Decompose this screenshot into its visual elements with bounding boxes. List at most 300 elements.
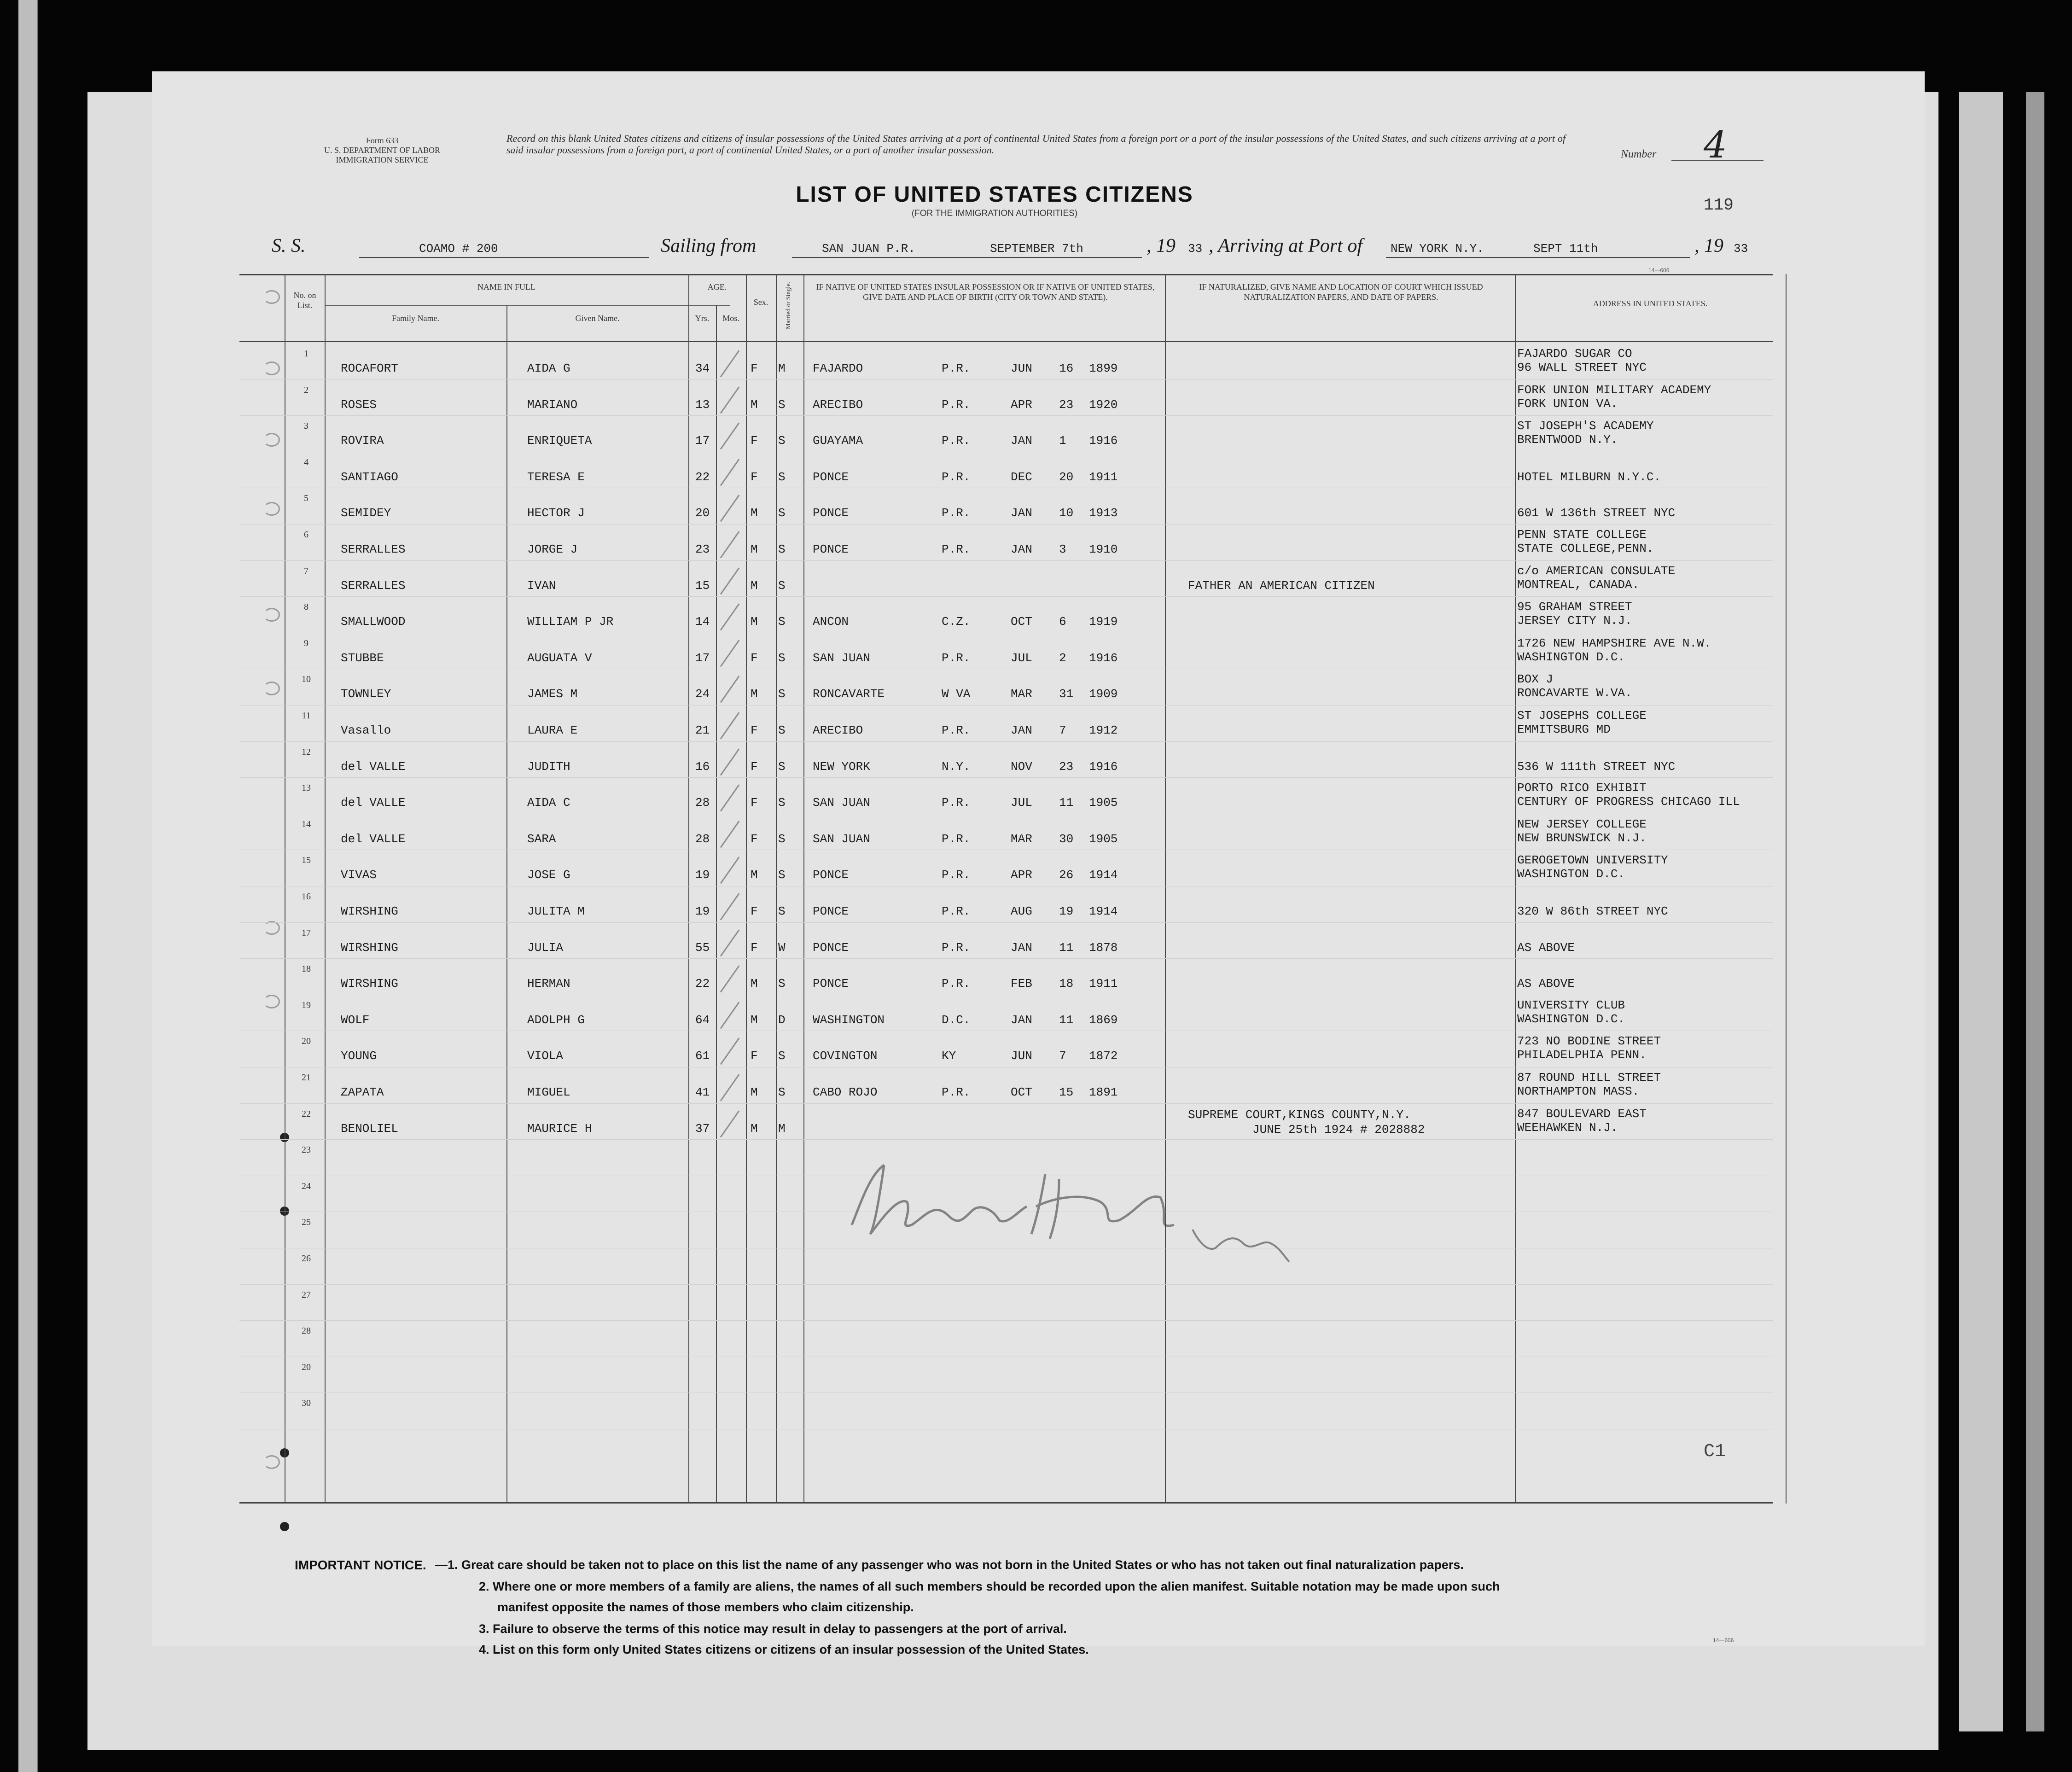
address-line-1: 320 W 86th STREET NYC (1517, 904, 1668, 918)
given-name: MIGUEL (527, 1085, 570, 1099)
col-line-married (776, 274, 777, 1504)
marital-status: S (778, 977, 786, 991)
birth-place: SAN JUAN (813, 651, 870, 665)
given-name: IVAN (527, 578, 556, 593)
address-line-1: 95 GRAHAM STREET (1517, 600, 1632, 614)
departure-year: 33 (1188, 242, 1203, 256)
form-identifier: Form 633 U. S. DEPARTMENT OF LABOR IMMIGRATION SERVICE (324, 136, 440, 164)
col-line-birth (803, 274, 804, 1504)
address-line-1: NEW JERSEY COLLEGE (1517, 817, 1647, 831)
family-name: ROSES (341, 397, 377, 412)
birth-month: DEC (1011, 470, 1032, 484)
ring-mark (263, 361, 280, 375)
row-number: 18 (302, 964, 311, 974)
ship-name: COAMO # 200 (419, 242, 498, 256)
birth-month: JAN (1011, 1013, 1032, 1027)
address-line-1: 536 W 111th STREET NYC (1517, 759, 1676, 774)
departure-date: SEPTEMBER 7th (990, 242, 1083, 256)
given-name: HERMAN (527, 977, 570, 991)
row-number: 5 (304, 493, 308, 504)
binder-edge-right-outer (2026, 92, 2044, 1731)
family-name: del VALLE (341, 759, 406, 774)
sex: F (751, 940, 758, 955)
birth-state: W VA (942, 687, 971, 701)
row-number: 11 (302, 711, 311, 721)
given-name: JULITA M (527, 904, 585, 918)
row-divider (239, 1284, 1773, 1285)
birth-place: NEW YORK (813, 759, 870, 774)
birth-place: GUAYAMA (813, 434, 863, 448)
given-name: AIDA G (527, 361, 570, 375)
birth-day: 6 (1059, 615, 1066, 629)
given-name: JORGE J (527, 542, 578, 556)
row-number: 21 (302, 1073, 311, 1083)
marital-status: W (778, 940, 786, 955)
ring-mark (263, 921, 280, 935)
birth-place: FAJARDO (813, 361, 863, 375)
page-number: 119 (1704, 196, 1734, 215)
address-line-1: ST JOSEPHS COLLEGE (1517, 709, 1647, 723)
marital-status: M (778, 361, 786, 375)
row-divider (239, 922, 1773, 923)
given-name: JOSE G (527, 868, 570, 882)
arriving-label: , Arriving at Port of (1209, 235, 1363, 256)
ring-mark (263, 608, 280, 622)
birth-year: 1891 (1089, 1085, 1118, 1099)
header-divider-sub (325, 305, 730, 306)
row-number: 24 (302, 1181, 311, 1191)
birth-day: 20 (1059, 470, 1074, 484)
row-number: 3 (304, 421, 308, 431)
col-header-given-name: Given Name. (575, 314, 620, 323)
birth-year: 1869 (1089, 1013, 1118, 1027)
row-number: 19 (302, 1000, 311, 1010)
birth-day: 11 (1059, 1013, 1074, 1027)
page-title: LIST OF UNITED STATES CITIZENS (796, 182, 1193, 207)
age-years: 16 (695, 759, 710, 774)
address-line-1: AS ABOVE (1517, 940, 1575, 955)
row-number: 4 (304, 457, 308, 467)
notice-small-code: 14—606 (1713, 1637, 1734, 1644)
family-name: ROVIRA (341, 434, 384, 448)
birth-year: 1909 (1089, 687, 1118, 701)
birth-month: MAR (1011, 687, 1032, 701)
row-number: 12 (302, 746, 311, 757)
birth-place: RONCAVARTE (813, 687, 885, 701)
family-name: TOWNLEY (341, 687, 391, 701)
birth-month: APR (1011, 397, 1032, 412)
col-line-sex (746, 274, 747, 1504)
sex: F (751, 904, 758, 918)
arrival-date: SEPT 11th (1533, 242, 1598, 256)
birth-state: P.R. (942, 470, 971, 484)
form-small-code: 14—606 (1648, 267, 1670, 274)
number-label: Number (1621, 148, 1657, 160)
year-prefix-2: , 19 (1694, 235, 1723, 256)
col-header-birth: IF NATIVE OF UNITED STATES INSULAR POSSESSION OR IF NATIVE OF UNITED STATES, GIVE DATE AND PLACE OF BIRTH (CITY OR TOWN AND STATE). (816, 282, 1155, 302)
birth-place: PONCE (813, 542, 849, 556)
row-divider (239, 524, 1773, 525)
row-number: 10 (302, 674, 311, 685)
birth-place: ARECIBO (813, 723, 863, 737)
marital-status: S (778, 1049, 786, 1063)
birth-month: JAN (1011, 940, 1032, 955)
col-line-address (1515, 274, 1516, 1504)
address-line-1: 87 ROUND HILL STREET (1517, 1071, 1661, 1084)
family-name: SEMIDEY (341, 506, 391, 520)
table-top-border (239, 274, 1773, 275)
birth-day: 31 (1059, 687, 1074, 701)
address-line-2: NEW BRUNSWICK N.J. (1517, 831, 1647, 845)
family-name: SERRALLES (341, 542, 406, 556)
sex: M (751, 1013, 758, 1027)
age-years: 28 (695, 796, 710, 810)
birth-state: P.R. (942, 1085, 971, 1099)
address-line-1: PORTO RICO EXHIBIT (1517, 781, 1647, 795)
birth-month: OCT (1011, 615, 1032, 629)
row-number: 6 (304, 530, 308, 540)
birth-day: 3 (1059, 542, 1066, 556)
birth-state: P.R. (942, 832, 971, 846)
sex: F (751, 1049, 758, 1063)
birth-month: APR (1011, 868, 1032, 882)
row-divider (239, 741, 1773, 742)
birth-month: FEB (1011, 977, 1032, 991)
address-line-2: PHILADELPHIA PENN. (1517, 1048, 1647, 1062)
age-years: 17 (695, 434, 710, 448)
row-divider (239, 1139, 1773, 1140)
address-line-1: 1726 NEW HAMPSHIRE AVE N.W. (1517, 636, 1711, 650)
birth-state: P.R. (942, 397, 971, 412)
col-line-naturalized (1165, 274, 1166, 1504)
address-line-1: 601 W 136th STREET NYC (1517, 506, 1676, 520)
birth-year: 1916 (1089, 434, 1118, 448)
address-line-2: CENTURY OF PROGRESS CHICAGO ILL (1517, 795, 1740, 809)
sex: F (751, 832, 758, 846)
given-name: ADOLPH G (527, 1013, 585, 1027)
row-number: 22 (302, 1108, 311, 1119)
birth-state: N.Y. (942, 759, 971, 774)
given-name: JUDITH (527, 759, 570, 774)
age-years: 15 (695, 578, 710, 593)
given-name: SARA (527, 832, 556, 846)
birth-state: P.R. (942, 506, 971, 520)
birth-state: P.R. (942, 868, 971, 882)
address-line-1: FAJARDO SUGAR CO (1517, 347, 1632, 361)
inspector-signature (843, 1147, 1303, 1276)
sex: F (751, 434, 758, 448)
family-name: STUBBE (341, 651, 384, 665)
row-divider (239, 560, 1773, 561)
family-name: WIRSHING (341, 977, 398, 991)
col-header-naturalized: IF NATURALIZED, GIVE NAME AND LOCATION OF COURT WHICH ISSUED NATURALIZATION PAPERS, AND DATE OF PAPERS. (1199, 282, 1483, 302)
departure-port: SAN JUAN P.R. (822, 242, 915, 256)
age-years: 20 (695, 506, 710, 520)
col-header-yrs: Yrs. (695, 314, 710, 323)
birth-day: 30 (1059, 832, 1074, 846)
address-line-1: BOX J (1517, 672, 1554, 687)
family-name: Vasallo (341, 723, 391, 737)
sex: M (751, 578, 758, 593)
birth-day: 11 (1059, 940, 1074, 955)
birth-place: PONCE (813, 868, 849, 882)
col-line-end (1786, 274, 1787, 1504)
row-divider (239, 958, 1773, 959)
address-line-1: FORK UNION MILITARY ACADEMY (1517, 383, 1711, 397)
birth-year: 1912 (1089, 723, 1118, 737)
marital-status: S (778, 578, 786, 593)
col-header-married: Married or Single. (785, 281, 792, 329)
family-name: SANTIAGO (341, 470, 398, 484)
given-name: VIOLA (527, 1049, 564, 1063)
birth-place: WASHINGTON (813, 1013, 885, 1027)
marital-status: S (778, 759, 786, 774)
birth-year: 1916 (1089, 759, 1118, 774)
ring-mark (263, 682, 280, 695)
footer-code: C1 (1704, 1441, 1726, 1462)
sex: M (751, 687, 758, 701)
table-bottom-border (239, 1502, 1773, 1504)
address-line-2: RONCAVARTE W.VA. (1517, 686, 1632, 700)
address-line-1: AS ABOVE (1517, 977, 1575, 991)
row-number: 17 (302, 927, 311, 938)
birth-year: 1914 (1089, 904, 1118, 918)
birth-month: JUL (1011, 796, 1032, 810)
marital-status: S (778, 542, 786, 556)
birth-place: PONCE (813, 470, 849, 484)
marital-status: S (778, 796, 786, 810)
birth-place: ANCON (813, 615, 849, 629)
birth-year: 1910 (1089, 542, 1118, 556)
col-line-mos (716, 305, 717, 1504)
birth-year: 1920 (1089, 397, 1118, 412)
age-years: 14 (695, 615, 710, 629)
notice-heading: IMPORTANT NOTICE. (295, 1558, 426, 1572)
family-name: WIRSHING (341, 940, 398, 955)
marital-status: S (778, 651, 786, 665)
address-line-2: WEEHAWKEN N.J. (1517, 1120, 1618, 1135)
birth-place: ARECIBO (813, 397, 863, 412)
naturalization-line-1: FATHER AN AMERICAN CITIZEN (1188, 578, 1375, 593)
age-years: 64 (695, 1013, 710, 1027)
marital-status: S (778, 832, 786, 846)
col-header-mos: Mos. (722, 314, 739, 323)
family-name: SMALLWOOD (341, 615, 406, 629)
naturalization-line-1: SUPREME COURT,KINGS COUNTY,N.Y. (1188, 1108, 1411, 1122)
age-years: 61 (695, 1049, 710, 1063)
age-years: 13 (695, 397, 710, 412)
row-number: 9 (304, 638, 308, 648)
given-name: ENRIQUETA (527, 434, 592, 448)
marital-status: S (778, 615, 786, 629)
marital-status: M (778, 1121, 786, 1136)
address-line-1: c/o AMERICAN CONSULATE (1517, 564, 1676, 578)
birth-state: P.R. (942, 723, 971, 737)
age-years: 17 (695, 651, 710, 665)
row-divider (239, 379, 1773, 380)
address-line-2: WASHINGTON D.C. (1517, 650, 1625, 664)
year-prefix-1: , 19 (1147, 235, 1176, 256)
col-header-no: No. on List. (293, 291, 316, 310)
sex: M (751, 615, 758, 629)
row-number: 26 (302, 1253, 311, 1264)
row-number: 25 (302, 1217, 311, 1228)
row-number: 8 (304, 602, 308, 612)
naturalization-line-2: JUNE 25th 1924 # 2028882 (1252, 1122, 1425, 1137)
sex: M (751, 397, 758, 412)
given-name: MAURICE H (527, 1121, 592, 1136)
birth-place: PONCE (813, 940, 849, 955)
birth-month: JUN (1011, 1049, 1032, 1063)
birth-state: P.R. (942, 651, 971, 665)
address-line-2: BRENTWOOD N.Y. (1517, 433, 1618, 447)
marital-status: S (778, 723, 786, 737)
family-name: del VALLE (341, 796, 406, 810)
birth-year: 1911 (1089, 470, 1118, 484)
birth-year: 1905 (1089, 796, 1118, 810)
row-divider (239, 777, 1773, 778)
row-number: 20 (302, 1036, 311, 1047)
birth-year: 1872 (1089, 1049, 1118, 1063)
header-bottom-border (239, 341, 1773, 342)
marital-status: S (778, 687, 786, 701)
row-number: 30 (302, 1398, 311, 1409)
sex: F (751, 796, 758, 810)
marital-status: S (778, 470, 786, 484)
birth-state: C.Z. (942, 615, 971, 629)
address-line-2: 96 WALL STREET NYC (1517, 361, 1647, 374)
birth-day: 16 (1059, 361, 1074, 375)
address-line-2: JERSEY CITY N.J. (1517, 614, 1632, 628)
address-line-2: EMMITSBURG MD (1517, 723, 1611, 736)
birth-month: JAN (1011, 723, 1032, 737)
birth-month: MAR (1011, 832, 1032, 846)
birth-state: P.R. (942, 940, 971, 955)
address-line-1: ST JOSEPH'S ACADEMY (1517, 419, 1654, 433)
family-name: YOUNG (341, 1049, 377, 1063)
marital-status: S (778, 868, 786, 882)
birth-day: 11 (1059, 796, 1074, 810)
row-number: 28 (302, 1326, 311, 1336)
birth-year: 1911 (1089, 977, 1118, 991)
age-years: 21 (695, 723, 710, 737)
age-years: 37 (695, 1121, 710, 1136)
row-divider (239, 1320, 1773, 1321)
birth-year: 1919 (1089, 615, 1118, 629)
birth-state: D.C. (942, 1013, 971, 1027)
row-number: 2 (304, 385, 308, 395)
birth-year: 1914 (1089, 868, 1118, 882)
row-number: 13 (302, 783, 311, 793)
address-line-1: HOTEL MILBURN N.Y.C. (1517, 470, 1661, 484)
address-line-1: GEROGETOWN UNIVERSITY (1517, 853, 1668, 868)
birth-state: P.R. (942, 977, 971, 991)
family-name: ZAPATA (341, 1085, 384, 1099)
punch-hole (280, 1522, 289, 1531)
birth-place: PONCE (813, 904, 849, 918)
age-years: 19 (695, 868, 710, 882)
given-name: JAMES M (527, 687, 578, 701)
address-line-2: WASHINGTON D.C. (1517, 867, 1625, 881)
sex: F (751, 470, 758, 484)
birth-state: P.R. (942, 434, 971, 448)
address-line-1: PENN STATE COLLEGE (1517, 528, 1647, 542)
col-line-family (325, 274, 326, 1504)
age-years: 41 (695, 1085, 710, 1099)
birth-month: JUN (1011, 361, 1032, 375)
notice-item-4: 4. List on this form only United States citizens or citizens of an insular possession of the United States. (479, 1643, 1089, 1656)
birth-year: 1916 (1089, 651, 1118, 665)
marital-status: S (778, 904, 786, 918)
sex: F (751, 723, 758, 737)
col-header-name-in-full: NAME IN FULL (477, 282, 535, 291)
row-number: 15 (302, 855, 311, 866)
birth-day: 7 (1059, 1049, 1066, 1063)
address-line-1: 723 NO BODINE STREET (1517, 1034, 1661, 1049)
ring-mark (263, 502, 280, 516)
age-years: 24 (695, 687, 710, 701)
birth-place: PONCE (813, 506, 849, 520)
row-number: 16 (302, 892, 311, 902)
row-number: 20 (302, 1362, 311, 1372)
family-name: WOLF (341, 1013, 370, 1027)
col-line-given (506, 305, 507, 1504)
col-line-yrs (688, 274, 689, 1504)
birth-state: P.R. (942, 542, 971, 556)
birth-year: 1905 (1089, 832, 1118, 846)
page-subtitle: (FOR THE IMMIGRATION AUTHORITIES) (911, 209, 1078, 218)
marital-status: S (778, 397, 786, 412)
given-name: AUGUATA V (527, 651, 592, 665)
age-years: 23 (695, 542, 710, 556)
address-line-2: FORK UNION VA. (1517, 396, 1618, 411)
birth-place: COVINGTON (813, 1049, 878, 1063)
birth-day: 23 (1059, 759, 1074, 774)
birth-day: 15 (1059, 1085, 1074, 1099)
col-header-address: ADDRESS IN UNITED STATES. (1593, 299, 1708, 308)
birth-place: SAN JUAN (813, 796, 870, 810)
col-header-sex: Sex. (753, 297, 768, 307)
age-years: 19 (695, 904, 710, 918)
binder-edge-left (18, 0, 38, 1772)
sex: F (751, 361, 758, 375)
list-number: 4 (1704, 123, 1727, 166)
given-name: WILLIAM P JR (527, 615, 614, 629)
arrival-port: NEW YORK N.Y. (1391, 242, 1484, 256)
given-name: HECTOR J (527, 506, 585, 520)
ring-mark (263, 995, 280, 1008)
family-name: VIVAS (341, 868, 377, 882)
sailing-label: Sailing from (661, 235, 757, 256)
birth-month: OCT (1011, 1085, 1032, 1099)
marital-status: S (778, 506, 786, 520)
notice-item-3: 3. Failure to observe the terms of this notice may result in delay to passengers at the port of arrival. (479, 1622, 1067, 1636)
age-years: 55 (695, 940, 710, 955)
birth-place: SAN JUAN (813, 832, 870, 846)
address-line-2: MONTREAL, CANADA. (1517, 577, 1640, 592)
age-years: 22 (695, 977, 710, 991)
sex: M (751, 542, 758, 556)
birth-month: JUL (1011, 651, 1032, 665)
birth-day: 18 (1059, 977, 1074, 991)
birth-day: 23 (1059, 397, 1074, 412)
binder-edge-right (1959, 92, 2003, 1731)
birth-day: 19 (1059, 904, 1074, 918)
family-name: BENOLIEL (341, 1121, 398, 1136)
given-name: TERESA E (527, 470, 585, 484)
given-name: MARIANO (527, 397, 578, 412)
birth-place: PONCE (813, 977, 849, 991)
